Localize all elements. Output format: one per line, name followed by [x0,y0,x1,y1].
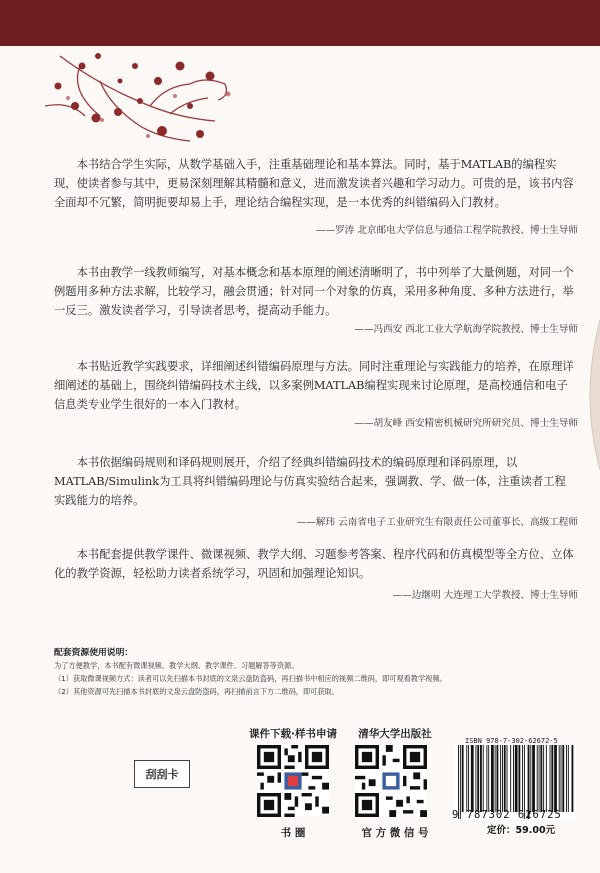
qr-left-top-label: 课件下载·样书申请 [249,728,337,740]
resource-line: （2）其他资源可先扫描本书封底的文泉云盘防盗码，再扫描前言下方二维码，即可获取。 [54,686,339,696]
review-attribution: ——边继明 大连理工大学教授、博士生导师 [392,590,578,601]
isbn-number: 9 787302 626725 [452,809,562,821]
review-text: 本书结合学生实际，从数学基础入手，注重基础理论和基本算法。同时，基于MATLAB的编程实现，使读者参与其中，更易深刻理解其精髓和意义，进而激发读者兴趣和学习动力。可贵的是，该书内容全面却不冗繁，简明扼要却易上手，理论结合编程实现，是一本优秀的纠错编码入门教材。 [54,158,574,209]
resource-title: 配套资源使用说明： [54,648,134,658]
qr-code-left[interactable] [257,745,329,817]
qr-left-bottom-label: 书 圈 [280,827,306,839]
qr-right-bottom-label: 官 方 微 信 号 [361,827,429,839]
review-attribution: ——冯西安 西北工业大学航海学院教授、博士生导师 [354,324,578,335]
floral-ornament [40,46,250,154]
resource-instructions [54,645,574,698]
resource-line: （1）获取微课视频方式：读者可以先扫描本书封底的文泉云盘防盗码，再扫描书中相应的视频二维码，即可观看教学视频。 [54,673,447,683]
review-attribution: ——解玮 云南省电子工业研究生有限责任公司董事长、高级工程师 [296,517,578,528]
price: 定价：59.00元 [487,825,556,836]
scratch-card[interactable]: 刮刮卡 [134,760,190,788]
review-attribution: ——罗涛 北京邮电大学信息与通信工程学院教授、博士生导师 [315,225,578,236]
barcode [454,745,576,819]
resource-line: 为了方便教学，本书配有微课视频、教学大纲、教学课件、习题解答等资源。 [54,661,299,670]
qr-code-right[interactable] [355,745,427,817]
review-text: 本书贴近教学实践要求，详细阐述纠错编码原理与方法。同时注重理论与实践能力的培养，在原理详细阐述的基础上，围绕纠错编码技术主线，以多案例MATLAB编程实现来讨论原理，是高校通信和电子信息类专业学生很好的一本入门教材。 [54,360,574,411]
qr-right-top-label: 清华大学出版社 [358,728,432,740]
decorative-curve [576,320,600,470]
review-text: 本书依据编码规则和译码规则展开，介绍了经典纠错编码技术的编码原理和译码原理，以MATLAB/Simulink为工具将纠错编码理论与仿真实验结合起来，强调教、学、做一体，注重读者工程实践能力的培养。 [54,456,566,507]
review-attribution: ——胡友峰 西安精密机械研究所研究员、博士生导师 [354,418,578,429]
review-text: 本书由教学一线教师编写，对基本概念和基本原理的阐述清晰明了，书中列举了大量例题，对同一个例题用多种方法求解，比较学习，融会贯通；针对同一个对象的仿真，采用多种角度、多种方法进行，举一反三。激发读者学习，引导读者思考，提高动手能力。 [54,266,574,317]
isbn-text: ISBN 978-7-302-62672-5 [465,737,558,745]
review-text: 本书配套提供教学课件、微课视频、教学大纲、习题参考答案、程序代码和仿真模型等全方位、立体化的教学资源，轻松助力读者系统学习，巩固和加强理论知识。 [54,548,574,580]
top-banner [0,0,600,46]
